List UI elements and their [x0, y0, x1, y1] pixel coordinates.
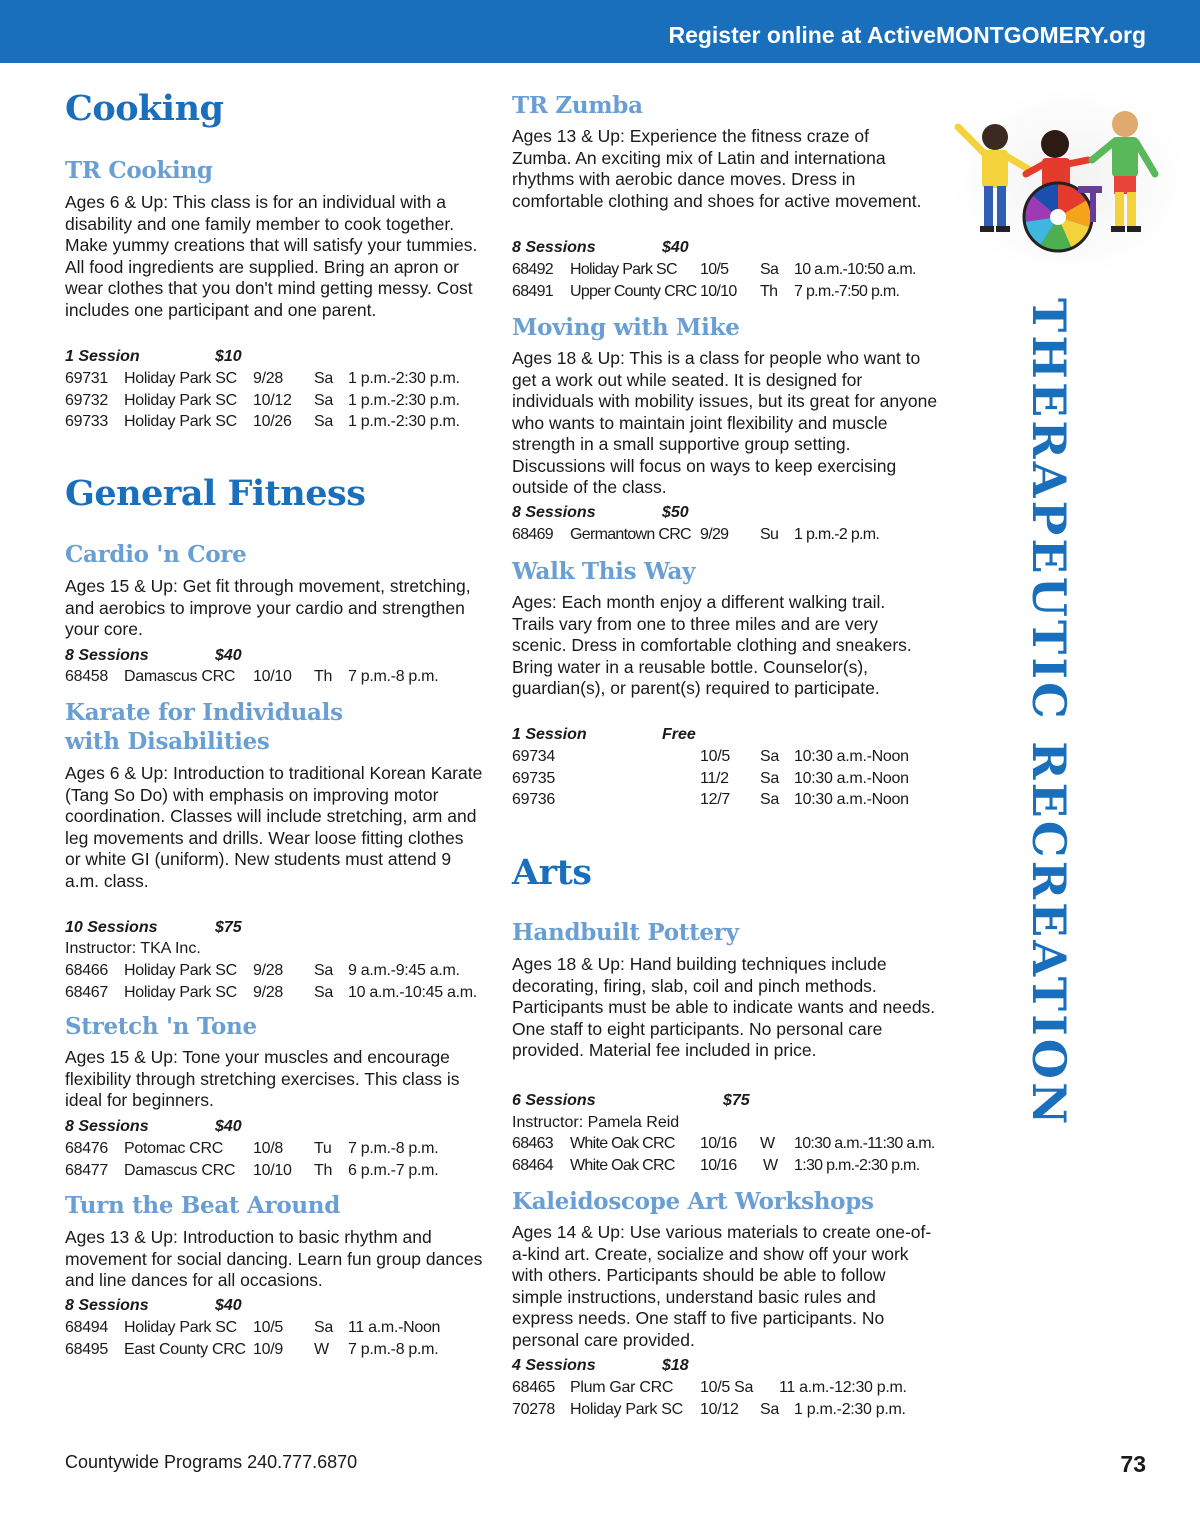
- schedule-table: [65, 960, 477, 1003]
- program-description: Ages 14 & Up: Use various materials to create one-of-a-kind art. Create, socialize and show off your work with others. Participants should be able to follow simple instructions, understand basic rules and express needs. One staff to five participants. No personal care provided.: [512, 1222, 932, 1350]
- program-title: Turn the Beat Around: [65, 1192, 340, 1219]
- program-description: Ages 6 & Up: Introduction to traditional Korean Karate (Tang So Do) with emphasis on improving motor coordination. Classes will include stretching, arm and leg movements and drills. Wear loose fitting clothes or white GI (uniform). New students must attend 9 a.m. class.: [65, 763, 483, 891]
- program-title: Moving with Mike: [512, 314, 740, 341]
- session-fee-line: 8 Sessions $40: [65, 1297, 242, 1314]
- program-description: Ages 13 & Up: Experience the fitness craze of Zumba. An exciting mix of Latin and internationa rhythms with aerobic dance moves. Dress in comfortable clothing and shoes for active movement.: [512, 126, 922, 211]
- instructor-line: Instructor: TKA Inc.: [65, 940, 201, 957]
- wheelchair-wheel: [1024, 183, 1092, 252]
- program-title: TR Cooking: [65, 157, 213, 184]
- table-row: 68464 White Oak CRC 10/16 W 1:30 p.m.-2:30 p.m.: [512, 1156, 920, 1174]
- instructor-line: Instructor: Pamela Reid: [512, 1114, 680, 1131]
- session-fee-line: 4 Sessions $18: [512, 1357, 689, 1374]
- schedule-table: [512, 524, 879, 546]
- side-title-container: [1020, 298, 1080, 1218]
- table-row: 68492 Holiday Park SC 10/5 Sa 10 a.m.-10:50 a.m.: [512, 261, 916, 278]
- session-fee-line: 1 Session $10: [65, 348, 242, 365]
- table-row: 68477 Damascus CRC 10/10 Th 6 p.m.-7 p.m.: [65, 1161, 439, 1179]
- table-row: 69734 10/5 Sa 10:30 a.m.-Noon: [512, 748, 909, 765]
- register-link[interactable]: Register online at ActiveMONTGOMERY.org: [668, 22, 1146, 48]
- table-row: 68494 Holiday Park SC 10/5 Sa 11 a.m.-Noon: [65, 1319, 441, 1336]
- schedule-table: [65, 666, 438, 688]
- child-head: [1112, 111, 1138, 137]
- table-row: 68466 Holiday Park SC 9/28 Sa 9 a.m.-9:45 a.m.: [65, 962, 460, 979]
- session-fee-line: 6 Sessions $75: [512, 1092, 750, 1109]
- schedule-table: [512, 1377, 907, 1420]
- program-description: Ages 18 & Up: Hand building techniques include decorating, firing, slab, coil and pinch methods. Participants must be able to indicate wants and needs. One staff to eight participants. No personal care provided. Material fee included in price.: [512, 954, 936, 1060]
- section-title-general-fitness: General Fitness: [65, 473, 366, 514]
- table-row: 68476 Potomac CRC 10/8 Tu 7 p.m.-8 p.m.: [65, 1140, 439, 1157]
- illustration-svg: [940, 82, 1190, 282]
- session-fee-line: 8 Sessions $40: [65, 647, 242, 664]
- section-title-cooking: Cooking: [65, 88, 224, 129]
- schedule-table: [512, 1133, 935, 1176]
- program-title: Kaleidoscope Art Workshops: [512, 1188, 874, 1215]
- header-bar: [0, 0, 1200, 63]
- table-row: 68463 White Oak CRC 10/16 W 10:30 a.m.-11:30 a.m.: [512, 1135, 935, 1152]
- session-fee-line: 8 Sessions $40: [65, 1118, 242, 1135]
- table-row: 68469 Germantown CRC 9/29 Su 1 p.m.-2 p.m.: [512, 526, 880, 543]
- section-title-arts: Arts: [512, 852, 592, 893]
- program-description: Ages 15 & Up: Tone your muscles and encourage flexibility through stretching exercises. This class is ideal for beginners.: [65, 1047, 460, 1110]
- children-wheelchair-illustration: [940, 82, 1190, 282]
- footer-contact: Countywide Programs 240.777.6870: [65, 1452, 358, 1472]
- session-fee-line: 1 Session Free: [512, 726, 696, 743]
- table-row: 68491 Upper County CRC 10/10 Th 7 p.m.-7:50 p.m.: [512, 282, 900, 300]
- session-fee-line: 8 Sessions $50: [512, 504, 689, 521]
- table-row: 69736 12/7 Sa 10:30 a.m.-Noon: [512, 791, 909, 809]
- program-description: Ages: Each month enjoy a different walking trail. Trails vary from one to three miles and are very scenic. Dress in comfortable clothing and sneakers. Bring water in a reusable bottle. Counselor(s), guardian(s), or parent(s) required to participate.: [512, 592, 912, 698]
- program-title: Cardio 'n Core: [65, 541, 247, 568]
- program-title: Walk This Way: [512, 558, 696, 585]
- table-row: 68467 Holiday Park SC 9/28 Sa 10 a.m.-10:45 a.m.: [65, 983, 477, 1001]
- table-row: 69731 Holiday Park SC 9/28 Sa 1 p.m.-2:30 p.m.: [65, 370, 460, 387]
- table-row: 69733 Holiday Park SC 10/26 Sa 1 p.m.-2:30 p.m.: [65, 413, 460, 431]
- schedule-table: [65, 1317, 440, 1360]
- program-title: Stretch 'n Tone: [65, 1013, 257, 1040]
- child-head: [1041, 130, 1069, 158]
- table-row: 68458 Damascus CRC 10/10 Th 7 p.m.-8 p.m.: [65, 668, 439, 685]
- page-number: 73: [1120, 1451, 1146, 1477]
- schedule-table: [512, 259, 916, 302]
- program-title-line2: with Disabilities: [65, 728, 270, 755]
- schedule-table: [512, 746, 909, 811]
- schedule-table: [65, 368, 460, 433]
- program-title: Handbuilt Pottery: [512, 919, 739, 946]
- program-title: TR Zumba: [512, 92, 643, 119]
- program-description: Ages 18 & Up: This is a class for people who want to get a work out while seated. It is designed for individuals with mobility issues, but its great for anyone who wants to maintain joint flexibility and muscle strength in a small supportive group setting. Discussions will focus on ways to keep exercising outside of the class.: [512, 348, 938, 497]
- table-row: 68465 Plum Gar CRC 10/5 Sa 11 a.m.-12:30 p.m.: [512, 1379, 907, 1396]
- program-description: Ages 6 & Up: This class is for an individual with a disability and one family member to cook together. Make yummy creations that will satisfy your tummies. All food ingredients are supplied. Bring an apron or wear clothes that you don't mind getting messy. Cost includes one participant and one parent.: [65, 192, 478, 320]
- schedule-table: [65, 1138, 438, 1181]
- child-head: [982, 124, 1008, 150]
- session-fee-line: 8 Sessions $40: [512, 239, 689, 256]
- program-title: Karate for Individuals: [65, 699, 343, 726]
- table-row: 68495 East County CRC 10/9 W 7 p.m.-8 p.m.: [65, 1340, 439, 1358]
- program-description: Ages 15 & Up: Get fit through movement, stretching, and aerobics to improve your cardio and strengthen your core.: [65, 576, 471, 639]
- session-fee-line: 10 Sessions $75: [65, 919, 242, 936]
- program-description: Ages 13 & Up: Introduction to basic rhythm and movement for social dancing. Learn fun group dances and line dances for all occasions.: [65, 1227, 483, 1290]
- table-row: 70278 Holiday Park SC 10/12 Sa 1 p.m.-2:30 p.m.: [512, 1400, 906, 1418]
- table-row: 69735 11/2 Sa 10:30 a.m.-Noon: [512, 769, 909, 787]
- table-row: 69732 Holiday Park SC 10/12 Sa 1 p.m.-2:30 p.m.: [65, 391, 460, 409]
- side-title: THERAPEUTIC RECREATION: [1022, 298, 1076, 1128]
